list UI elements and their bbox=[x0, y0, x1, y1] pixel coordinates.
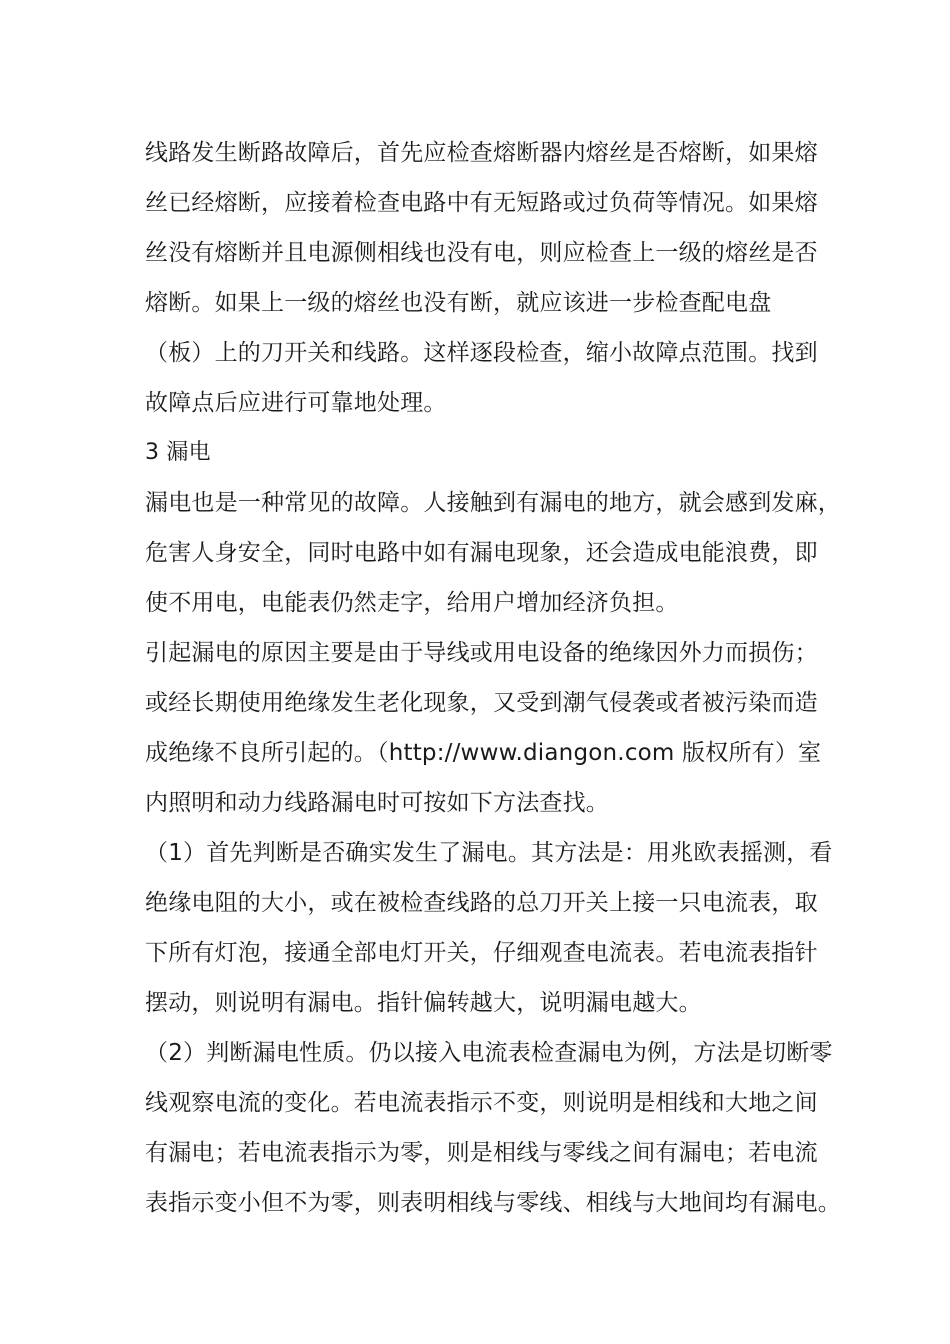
text-line: 或经长期使用绝缘发生老化现象，又受到潮气侵袭或者被污染而造 bbox=[145, 690, 818, 716]
text-line: 下所有灯泡，接通全部电灯开关，仔细观查电流表。若电流表指针 bbox=[145, 940, 818, 966]
text-line: 线观察电流的变化。若电流表指示不变，则说明是相线和大地之间 bbox=[145, 1090, 818, 1116]
text-line: 漏电也是一种常见的故障。人接触到有漏电的地方，就会感到发麻， bbox=[145, 490, 841, 516]
text-line: 引起漏电的原因主要是由于导线或用电设备的绝缘因外力而损伤； bbox=[145, 640, 818, 666]
document-body bbox=[145, 128, 841, 1228]
paragraph-step-1 bbox=[145, 828, 833, 1028]
section-heading-text: 3 漏电 bbox=[145, 440, 211, 465]
text-line: 表指示变小但不为零，则表明相线与零线、相线与大地间均有漏电。 bbox=[145, 1190, 841, 1216]
paragraph-leakage-causes bbox=[145, 628, 825, 828]
text-line: 危害人身安全，同时电路中如有漏电现象，还会造成电能浪费，即 bbox=[145, 540, 818, 566]
text-line: 摆动，则说明有漏电。指针偏转越大，说明漏电越大。 bbox=[145, 990, 702, 1016]
section-heading-leakage bbox=[145, 428, 825, 478]
text-line: 丝已经熔断，应接着检查电路中有无短路或过负荷等情况。如果熔 bbox=[145, 190, 818, 216]
text-line: 丝没有熔断并且电源侧相线也没有电，则应检查上一级的熔丝是否 bbox=[145, 240, 818, 266]
text-line: 使不用电，电能表仍然走字，给用户增加经济负担。 bbox=[145, 590, 679, 616]
text-line: 内照明和动力线路漏电时可按如下方法查找。 bbox=[145, 790, 609, 816]
text-line: 绝缘电阻的大小，或在被检查线路的总刀开关上接一只电流表，取 bbox=[145, 890, 818, 916]
paragraph-step-2 bbox=[145, 1028, 841, 1228]
paragraph-leakage-intro bbox=[145, 478, 841, 628]
text-line: （板）上的刀开关和线路。这样逐段检查，缩小故障点范围。找到 bbox=[145, 340, 818, 366]
text-line: 有漏电；若电流表指示为零，则是相线与零线之间有漏电；若电流 bbox=[145, 1140, 818, 1166]
text-line: （2）判断漏电性质。仍以接入电流表检查漏电为例，方法是切断零 bbox=[145, 1040, 833, 1066]
text-line: 故障点后应进行可靠地处理。 bbox=[145, 390, 447, 416]
text-line: 成绝缘不良所引起的。（http://www.diangon.com 版权所有）室 bbox=[145, 740, 822, 766]
paragraph-open-circuit-check bbox=[145, 128, 825, 428]
text-line: 线路发生断路故障后，首先应检查熔断器内熔丝是否熔断，如果熔 bbox=[145, 140, 818, 166]
text-line: 熔断。如果上一级的熔丝也没有断，就应该进一步检查配电盘 bbox=[145, 290, 772, 316]
text-line: （1）首先判断是否确实发生了漏电。其方法是：用兆欧表摇测，看 bbox=[145, 840, 833, 866]
